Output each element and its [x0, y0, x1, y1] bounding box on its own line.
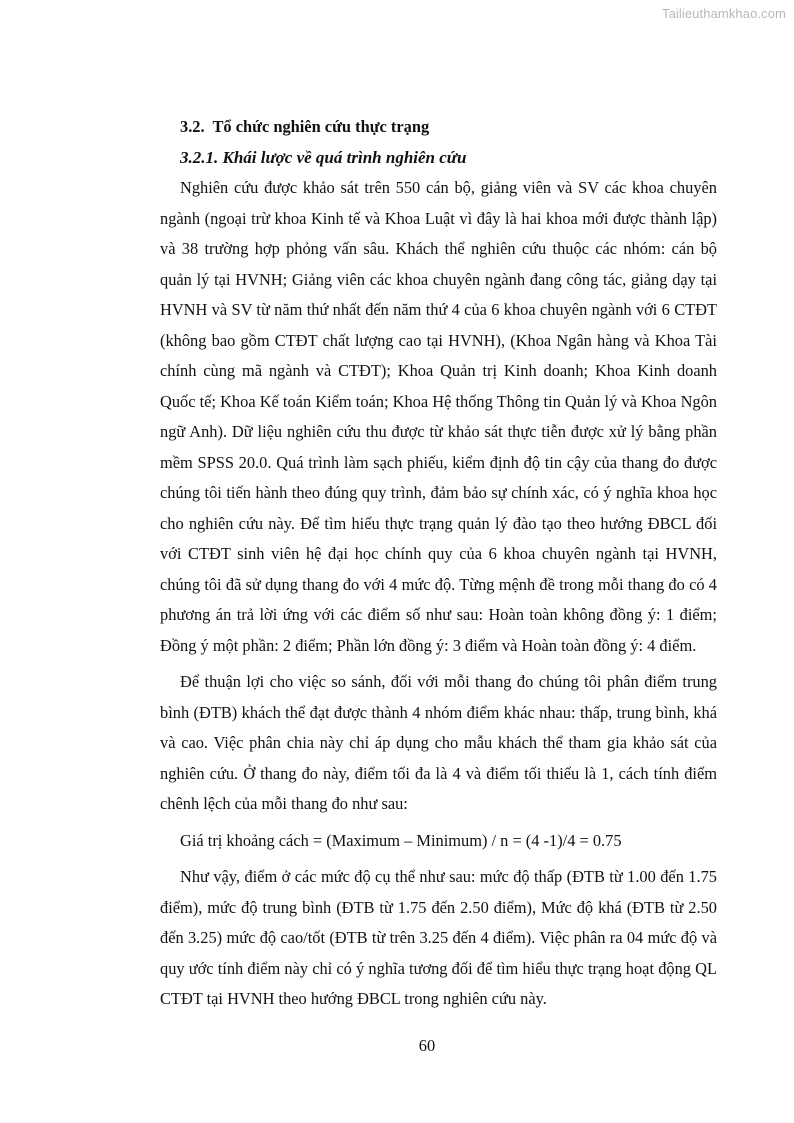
- paragraph-conclusion: Như vậy, điểm ở các mức độ cụ thể như sau: mức độ thấp (ĐTB từ 1.00 đến 1.75 điểm), mức độ trung bình (ĐTB từ 1.75 đến 2.50 điểm), Mức độ khá (ĐTB từ 2.50 đến 3.25) mức độ cao/tốt (ĐTB từ trên 3.25 đến 4 điểm). Việc phân ra 04 mức độ và quy ước tính điểm này chỉ có ý nghĩa tương đối để tìm hiểu thực trạng hoạt động QL CTĐT tại HVNH theo hướng ĐBCL trong nghiên cứu này.: [160, 867, 717, 1008]
- subsection-number: 3.2.1.: [180, 147, 219, 167]
- subsection-heading: [180, 143, 717, 174]
- watermark-text: Tailieuthamkhao.com: [661, 6, 786, 21]
- section-number: 3.2.: [180, 117, 205, 136]
- subsection-title: Khái lược về quá trình nghiên cứu: [222, 147, 467, 167]
- section-title: Tổ chức nghiên cứu thực trạng: [212, 117, 430, 136]
- paragraph-scoring: Để thuận lợi cho việc so sánh, đối với mỗi thang đo chúng tôi phân điểm trung bình (ĐTB) khách thể đạt được thành 4 nhóm điểm khác nhau: thấp, trung bình, khá và cao. Việc phân chia này chỉ áp dụng cho mẫu khách thể tham gia khảo sát của nghiên cứu. Ở thang đo này, điểm tối đa là 4 và điểm tối thiểu là 1, cách tính điểm chênh lệch của mỗi thang đo như sau:: [160, 672, 717, 813]
- page-number: 60: [418, 1036, 436, 1055]
- paragraph-methodology: Nghiên cứu được khảo sát trên 550 cán bộ, giảng viên và SV các khoa chuyên ngành (ngoại trừ khoa Kinh tế và Khoa Luật vì đây là hai khoa mới được thành lập) và 38 trường hợp phỏng vấn sâu. Khách thể nghiên cứu thuộc các nhóm: cán bộ quản lý tại HVNH; Giảng viên các khoa chuyên ngành đang công tác, giảng dạy tại HVNH và SV từ năm thứ nhất đến năm thứ 4 của 6 khoa chuyên ngành với 6 CTĐT (không bao gồm CTĐT chất lượng cao tại HVNH), (Khoa Ngân hàng và Khoa Tài chính cùng mã ngành và CTĐT); Khoa Quản trị Kinh doanh; Khoa Kinh doanh Quốc tế; Khoa Kế toán Kiểm toán; Khoa Hệ thống Thông tin Quản lý và Khoa Ngôn ngữ Anh). Dữ liệu nghiên cứu thu được từ khảo sát thực tiễn được xử lý bằng phần mềm SPSS 20.0. Quá trình làm sạch phiếu, kiểm định độ tin cậy của thang đo được chúng tôi tiến hành theo đúng quy trình, đảm bảo sự chính xác, có ý nghĩa khoa học cho nghiên cứu này. Để tìm hiểu thực trạng quản lý đào tạo theo hướng ĐBCL đối với CTĐT sinh viên hệ đại học chính quy của 6 khoa chuyên ngành tại HVNH, chúng tôi đã sử dụng thang đo với 4 mức độ. Từng mệnh đề trong mỗi thang đo có 4 phương án trả lời ứng với các điểm số như sau: Hoàn toàn không đồng ý: 1 điểm; Đồng ý một phần: 2 điểm; Phần lớn đồng ý: 3 điểm và Hoàn toàn đồng ý: 4 điểm.: [160, 178, 717, 655]
- section-heading: [180, 112, 717, 143]
- formula-line: Giá trị khoảng cách = (Maximum – Minimum) / n = (4 -1)/4 = 0.75: [180, 830, 622, 850]
- document-body: [160, 112, 717, 1021]
